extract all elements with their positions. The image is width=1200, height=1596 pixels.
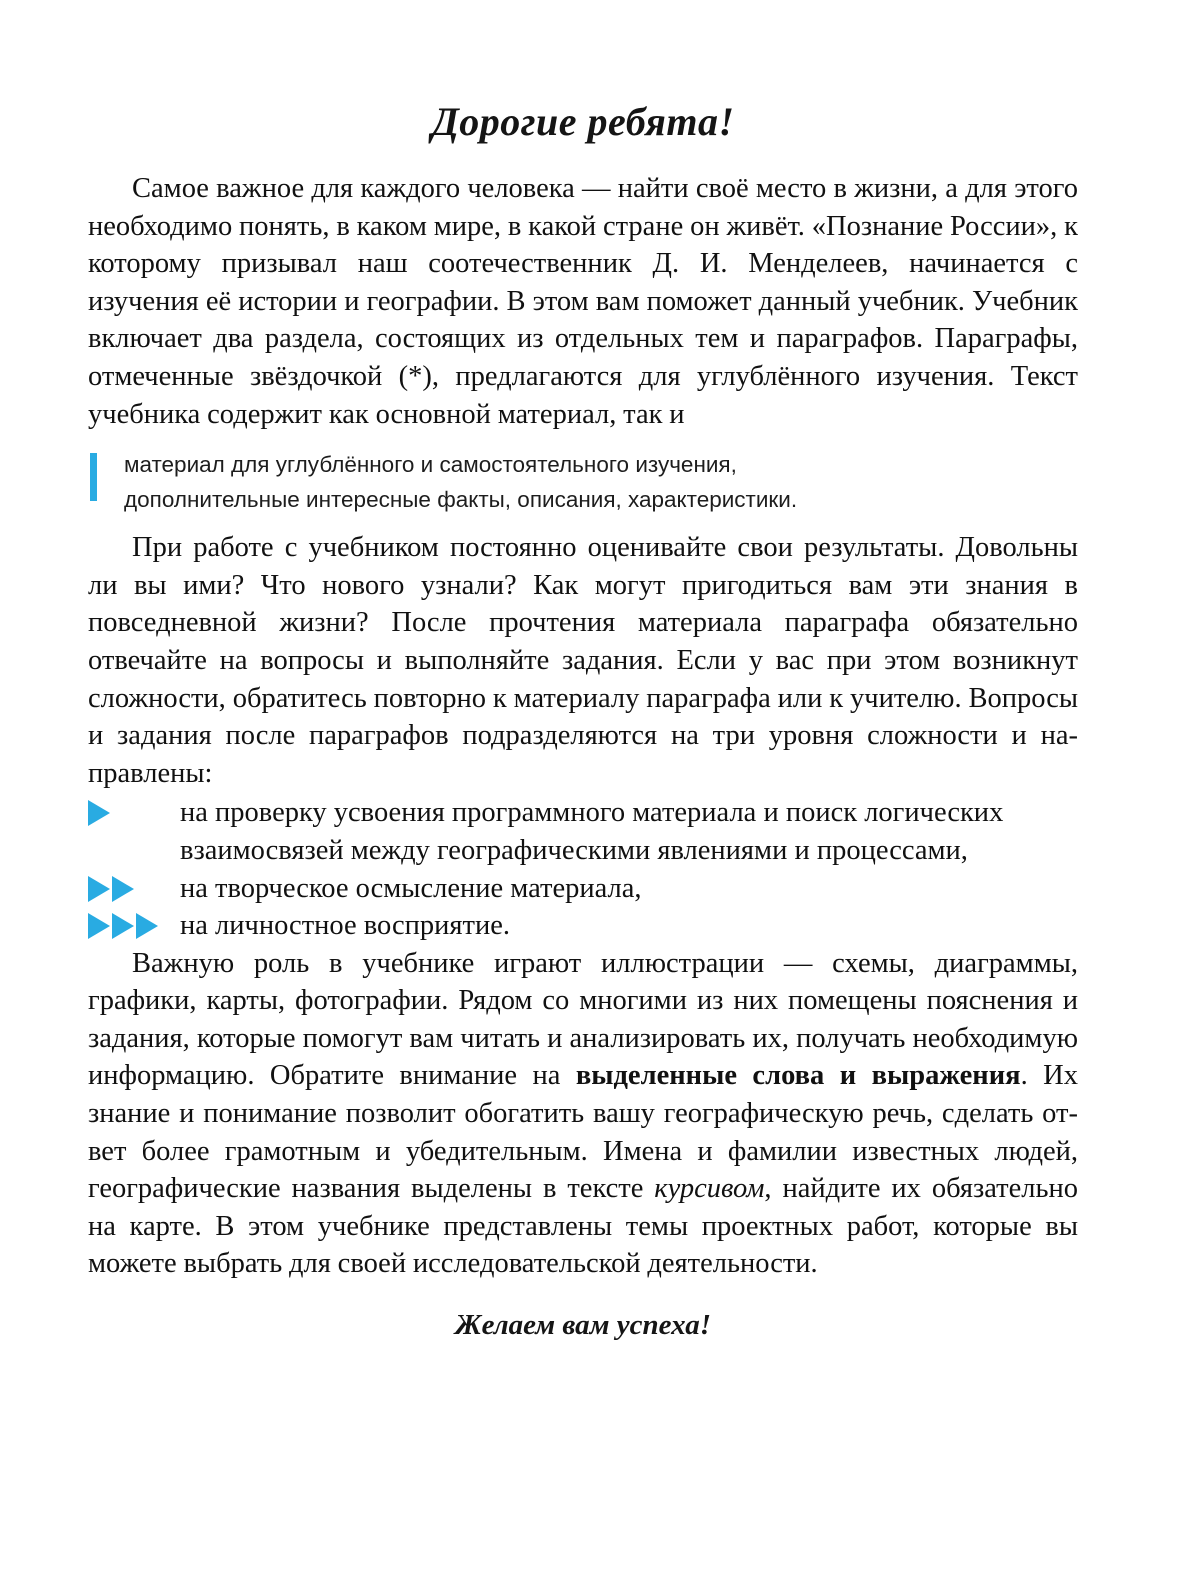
paragraph-segment-tail: , найдите их обязательно на карте. В этом учебнике представлены темы проектных работ, которые вы можете выбрать для своей исследовательской деятельности. [88, 1173, 1078, 1280]
illustrations-paragraph [88, 945, 1078, 1283]
list-item [88, 794, 1078, 869]
intro-paragraph: Самое важное для каждого человека — найти своё место в жизни, а для этого необходимо понять, в каком мире, в какой стране он живёт. «Познание России», к которому призывал наш соотечественник Д. И. Менделеев, начинается с изучения её истории и географии. В этом вам поможет данный учебник. Учебник включает два раздела, состоящих из отдельных тем и параграфов. Параграфы, отмеченные звёздочкой (*), предлагаются для углублённого изучения. Текст учебника содержит как основной материал, так и [88, 173, 1078, 430]
triangle-markers-2 [88, 876, 134, 902]
callout-accent-bar [90, 453, 97, 501]
difficulty-levels-list [88, 794, 1078, 944]
list-item-label: на проверку усвоения программного материала и поиск логических взаимосвязей между географическими явлениями и процессами, [180, 797, 1004, 866]
emphasized-terms: выделенные слова и выражения [575, 1060, 1021, 1092]
highlight-callout [88, 447, 1078, 517]
page-title: Дорогие ребята! [431, 99, 735, 144]
triangle-icon [112, 876, 134, 902]
triangle-icon [88, 913, 110, 939]
triangle-markers-3 [88, 913, 158, 939]
triangle-icon [136, 913, 158, 939]
italic-term: курсивом [654, 1173, 765, 1205]
callout-text [124, 447, 1078, 517]
list-item [88, 870, 1078, 908]
triangle-icon [88, 876, 110, 902]
triangle-icon [88, 800, 110, 826]
callout-line-2: дополнительные интересные факты, описания, характеристики. [124, 487, 798, 513]
paragraph-segment-middle: . Их знание и понимание позволит обогатить вашу географическую речь, сделать ответ более грамотным и убедительным. Имена и фамилии известных людей, географические названия выделены в тексте [88, 1060, 1078, 1205]
list-item [88, 907, 1078, 945]
closing-wish: Желаем вам успеха! [454, 1309, 712, 1342]
working-with-textbook-paragraph: При работе с учебником постоянно оценивайте свои результаты. Довольны ли вы ими? Что нового узнали? Как могут пригодиться вам эти знания в повседневной жизни? После прочтения материала параграфа обязательно отвечайте на вопросы и выполняйте задания. Если у вас при этом возникнут сложности, обратитесь повторно к материалу параграфа или к учителю. Вопросы и задания после параграфов подразделяются на три уровня сложности и направлены: [88, 532, 1078, 789]
callout-line-1: материал для углублённого и самостоятельного изучения, [124, 452, 737, 478]
list-item-label: на личностное восприятие. [180, 910, 510, 942]
triangle-markers-1 [88, 800, 110, 826]
paragraph-segment-plain: Важную роль в учебнике играют иллюстрации — схемы, диаграммы, графики, карты, фотографии. Рядом со многими из них помещены пояснения и задания, которые помогут вам читать и анализировать их, получать необходимую информацию. Обратите внимание на [88, 947, 1078, 1092]
triangle-icon [112, 913, 134, 939]
list-item-label: на творческое осмысление материала, [180, 872, 642, 904]
page-content [88, 100, 1078, 1342]
